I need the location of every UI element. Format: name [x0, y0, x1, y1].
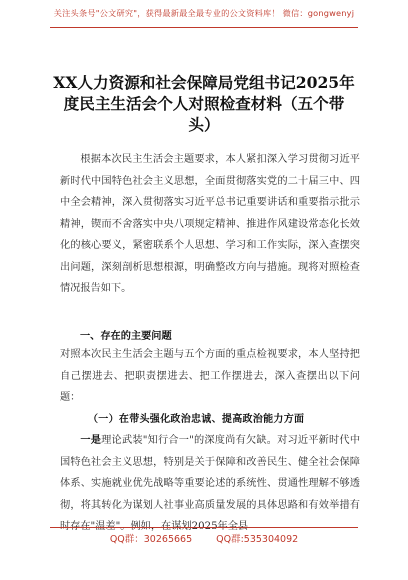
problem-text: 理论武装"知行合一"的深度尚有欠缺。对习近平新时代中国特色社会主义思想，特别是关于保障和改善民生、健全社会保障体系、实施就业优先战略等重要论述的系统性、贯通性理解不够透彻，将其转化为谋划人社事业高质量发展的具体思路和有效举措有 — [60, 435, 361, 511]
document-title: XX人力资源和社会保障局党组书记2025年度民主生活会个人对照检查材料（五个带头） — [53, 73, 355, 135]
footer-qq-group-2: QQ群:535304092 — [216, 534, 299, 545]
intro-paragraph: 根据本次民主生活会主题要求，本人紧扣深入学习贯彻习近平新时代中国特色社会主义思想，全面贯彻落实党的二十届三中、四中全会精神，深入贯彻落实习近平总书记重要讲话和重要指示批示精神，锲而不舍落实中央八项规定精神、推进作风建设常态化长效化的核心要义，紧密联系个人思想、学习和工作实际，深入查摆突出问题，深刻剖析思想根源，明确整改方向与措施。现将对照检查情况报告如下。 — [60, 154, 360, 294]
header-divider — [50, 27, 358, 28]
footer — [0, 531, 408, 545]
subsection-heading: （一）在带头强化政治忠诚、提高政治能力方面 — [88, 414, 305, 425]
problem-lead-label: 一是 — [80, 434, 102, 446]
header-banner-text: 关注头条号"公文研究"，获得最新最全最专业的公文资料库！ 微信：gongwenyj — [53, 7, 355, 18]
footer-divider — [50, 527, 358, 528]
section-heading: 一、存在的主要问题 — [80, 331, 172, 342]
section-intro-paragraph: 对照本次民主生活会主题与五个方面的重点检视要求，本人坚持把自己摆进去、把职责摆进去、把工作摆进去，深入查摆出以下问题： — [60, 349, 360, 403]
problem-paragraph — [60, 430, 360, 538]
footer-qq-group-1: QQ群：30265665 — [109, 534, 193, 545]
header-banner — [0, 0, 408, 26]
